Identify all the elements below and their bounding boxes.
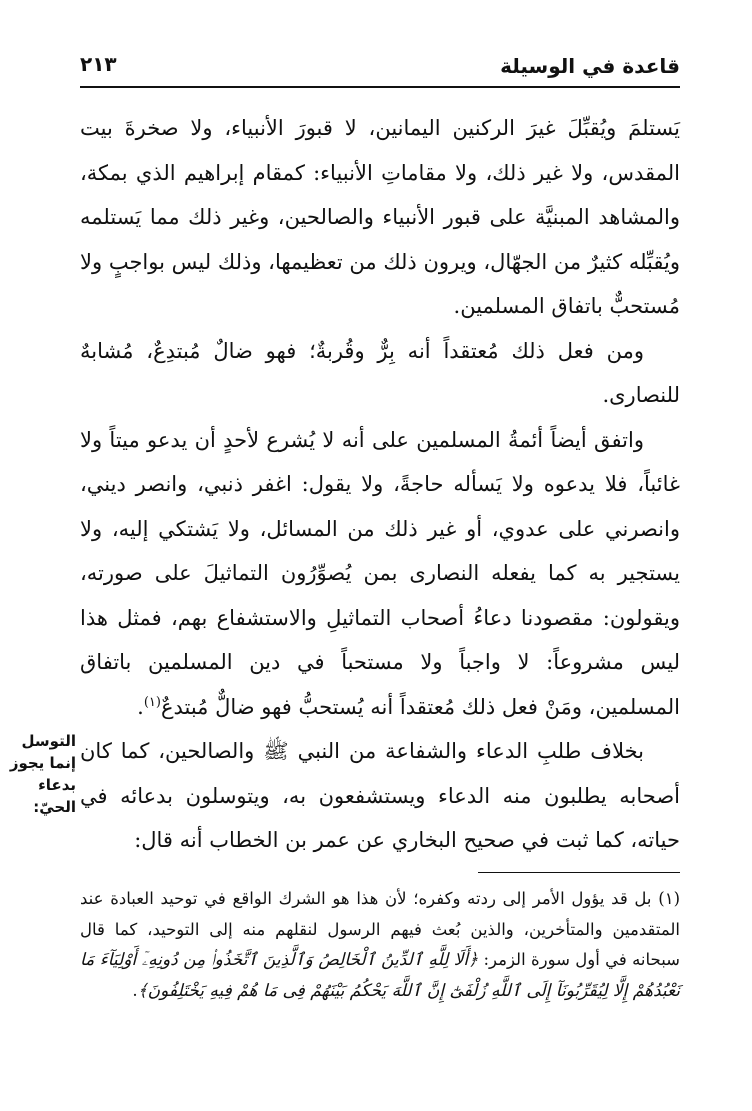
paragraph: بخلاف طلبِ الدعاء والشفاعة من النبي ﷺ والصالحين، كما كان أصحابه يطلبون منه الدعاء ويستشفعون به، ويتوسلون بدعائه في حياته، كما ثبت في صحيح البخاري عن عمر بن الخطاب أنه قال: xyxy=(80,739,680,852)
quran-verse: ﴿أَلَا لِلَّهِ ٱلدِّينُ ٱلْخَالِصُ وَٱلَّذِينَ ٱتَّخَذُوا۟ مِن دُونِهِۦٓ أَوْلِيَآءَ مَا نَعْبُدُهُمْ إِلَّا لِيُقَرِّبُونَآ إِلَى ٱللَّهِ زُلْفَىٰٓ إِنَّ ٱللَّهَ يَحْكُمُ بَيْنَهُمْ فِى مَا هُمْ فِيهِ يَخْتَلِفُونَ﴾ xyxy=(80,950,680,1001)
paragraph: يَستلمَ ويُقبِّلَ غيرَ الركنين اليمانين، لا قبورَ الأنبياء، ولا صخرةَ بيت المقدس، ولا غير ذلك، ولا مقاماتِ الأنبياء: كمقام إبراهيم الذي بمكة، والمشاهد المبنيَّة على قبور الأنبياء والصالحين، وغير ذلك مما يَستلمه ويُقبِّله كثيرٌ من الجهّال، ويرون ذلك من تعظيمها، وذلك ليس بواجبٍ ولا مُستحبٌّ باتفاق المسلمين. xyxy=(80,116,680,318)
footnote-divider xyxy=(478,872,680,873)
footnote-reference[interactable]: (١) xyxy=(143,694,161,710)
paragraph-end: . xyxy=(137,694,144,719)
body-text xyxy=(80,106,680,863)
margin-note-line: الحيّ: xyxy=(33,798,76,816)
margin-note-line: إنما يجوز xyxy=(9,754,76,772)
paragraph: ومن فعل ذلك مُعتقداً أنه بِرٌّ وقُربةٌ؛ فهو ضالٌ مُبتدِعٌ، مُشابهٌ للنصارى. xyxy=(80,338,680,407)
margin-note-line: التوسل xyxy=(21,732,76,750)
margin-note xyxy=(6,730,76,818)
footnote xyxy=(80,884,680,1006)
footnote-text: بل قد يؤول الأمر إلى ردته وكفره؛ لأن هذا هو الشرك الواقع في توحيد العبادة عند المتقدمين والمتأخرين، والذين بُعث فيهم الرسول لنقلهم منه إلى التوحيد، كما قال سبحانه في أول سورة الزمر: xyxy=(80,889,680,969)
page-number: ٢١٣ xyxy=(80,52,117,76)
footnote-end: . xyxy=(132,980,138,1000)
page-header xyxy=(80,42,680,88)
paragraph xyxy=(80,418,680,730)
running-title: قاعدة في الوسيلة xyxy=(500,54,680,78)
footnote-marker: (١) xyxy=(658,889,681,908)
margin-note-line: بدعاء xyxy=(38,776,76,794)
footnote-paragraph xyxy=(80,884,680,1006)
paragraph-text: واتفق أيضاً أئمةُ المسلمين على أنه لا يُشرع لأحدٍ أن يدعو ميتاً ولا غائباً، فلا يدعوه ولا يَسأله حاجةً، ولا يقول: اغفر ذنبي، وانصر ديني، وانصرني على عدوي، أو غير ذلك من المسائل، ولا يَشتكي إليه، ولا يستجير به كما يفعله النصارى بمن يُصوِّرُون التماثيلَ على صورته، ويقولون: مقصودنا دعاءُ أصحاب التماثيلِ والاستشفاع بهم، فمثل هذا ليس مشروعاً: لا واجباً ولا مستحباً في دين المسلمين باتفاق المسلمين، ومَنْ فعل ذلك مُعتقداً أنه يُستحبُّ فهو ضالٌّ مُبتدعٌ xyxy=(80,427,680,719)
